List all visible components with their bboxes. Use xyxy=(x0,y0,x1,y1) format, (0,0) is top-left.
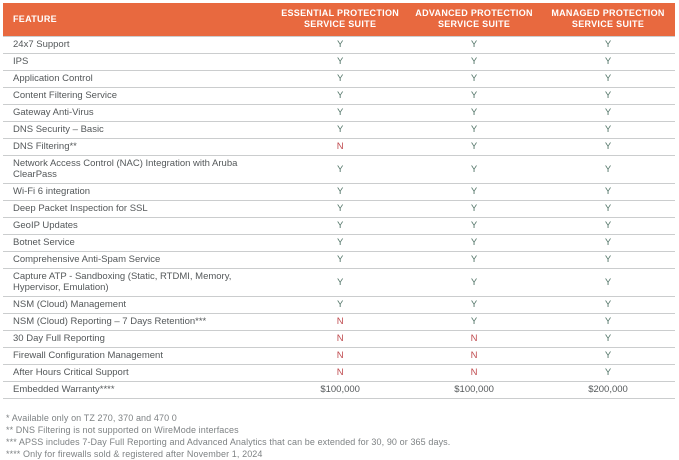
value-cell: Y xyxy=(470,186,478,197)
value-cell: Y xyxy=(336,73,344,84)
value-cell: Y xyxy=(336,254,344,265)
feature-cell: Embedded Warranty**** xyxy=(13,384,115,395)
table-row xyxy=(3,138,675,155)
value-cell: Y xyxy=(604,299,612,310)
table-row xyxy=(3,200,675,217)
feature-cell: 24x7 Support xyxy=(13,39,70,50)
feature-cell: NSM (Cloud) Reporting – 7 Days Retention*** xyxy=(13,316,207,327)
table-row xyxy=(3,70,675,87)
value-cell: $100,000 xyxy=(320,384,360,395)
value-cell: Y xyxy=(604,107,612,118)
feature-cell: 30 Day Full Reporting xyxy=(13,333,105,344)
value-cell: Y xyxy=(336,203,344,214)
value-cell: N xyxy=(470,350,478,361)
value-cell: Y xyxy=(336,107,344,118)
feature-cell: IPS xyxy=(13,56,29,67)
value-cell: Y xyxy=(470,299,478,310)
value-cell: Y xyxy=(470,39,478,50)
footnote-line: **** Only for firewalls sold & registered after November 1, 2024 xyxy=(6,448,263,459)
footnote-line: ** DNS Filtering is not supported on WireMode interfaces xyxy=(6,424,239,435)
table-row xyxy=(3,347,675,364)
value-cell: Y xyxy=(336,276,344,288)
feature-cell: Gateway Anti-Virus xyxy=(13,107,94,118)
header-essential-protection-service-suite: ESSENTIAL PROTECTION SERVICE SUITE xyxy=(273,3,407,36)
header-row xyxy=(3,3,675,36)
value-cell: N xyxy=(336,141,344,152)
value-cell: $200,000 xyxy=(588,384,628,395)
table-row xyxy=(3,53,675,70)
header-advanced-protection-service-suite: ADVANCED PROTECTION SERVICE SUITE xyxy=(407,3,541,36)
value-cell: Y xyxy=(336,39,344,50)
value-cell: Y xyxy=(336,186,344,197)
value-cell: Y xyxy=(604,367,612,378)
value-cell: Y xyxy=(604,350,612,361)
feature-cell: Application Control xyxy=(13,73,93,84)
value-cell: Y xyxy=(470,107,478,118)
value-cell: Y xyxy=(604,254,612,265)
value-cell: Y xyxy=(336,124,344,135)
table-row xyxy=(3,296,675,313)
feature-cell: DNS Security – Basic xyxy=(13,124,104,135)
value-cell: N xyxy=(336,333,344,344)
value-cell: Y xyxy=(470,254,478,265)
value-cell: Y xyxy=(470,237,478,248)
value-cell: Y xyxy=(604,56,612,67)
value-cell: Y xyxy=(604,316,612,327)
table-row xyxy=(3,364,675,381)
value-cell: N xyxy=(336,316,344,327)
feature-cell: Firewall Configuration Management xyxy=(13,350,163,361)
value-cell: Y xyxy=(604,73,612,84)
value-cell: Y xyxy=(604,141,612,152)
value-cell: Y xyxy=(470,90,478,101)
table-row xyxy=(3,251,675,268)
value-cell: Y xyxy=(336,220,344,231)
table-row xyxy=(3,183,675,200)
footnote-line: *** APSS includes 7-Day Full Reporting and Advanced Analytics that can be extended for 30, 90 or 365 days. xyxy=(6,436,451,447)
value-cell: Y xyxy=(604,203,612,214)
table-row xyxy=(3,155,675,183)
feature-cell: Comprehensive Anti-Spam Service xyxy=(13,254,161,265)
value-cell: Y xyxy=(470,163,478,175)
value-cell: N xyxy=(336,350,344,361)
value-cell: Y xyxy=(604,186,612,197)
value-cell: Y xyxy=(336,299,344,310)
feature-cell: GeoIP Updates xyxy=(13,220,78,231)
table-row xyxy=(3,121,675,138)
value-cell: Y xyxy=(604,124,612,135)
footnotes xyxy=(6,412,675,460)
feature-cell: Network Access Control (NAC) Integration with Aruba ClearPass xyxy=(13,158,238,180)
value-cell: Y xyxy=(604,220,612,231)
value-cell: Y xyxy=(604,39,612,50)
feature-cell: Deep Packet Inspection for SSL xyxy=(13,203,148,214)
table-row xyxy=(3,330,675,347)
table-row xyxy=(3,234,675,251)
value-cell: Y xyxy=(604,90,612,101)
value-cell: Y xyxy=(604,237,612,248)
table-row xyxy=(3,268,675,296)
table-row xyxy=(3,36,675,53)
feature-cell: Content Filtering Service xyxy=(13,90,118,101)
value-cell: Y xyxy=(470,141,478,152)
value-cell: Y xyxy=(336,163,344,175)
value-cell: Y xyxy=(336,56,344,67)
value-cell: Y xyxy=(470,203,478,214)
value-cell: N xyxy=(470,367,478,378)
feature-cell: Wi-Fi 6 integration xyxy=(13,186,91,197)
feature-cell: Capture ATP - Sandboxing (Static, RTDMI, Memory, Hypervisor, Emulation) xyxy=(13,271,232,293)
value-cell: Y xyxy=(470,124,478,135)
value-cell: Y xyxy=(336,237,344,248)
value-cell: Y xyxy=(470,73,478,84)
feature-cell: NSM (Cloud) Management xyxy=(13,299,126,310)
value-cell: Y xyxy=(470,276,478,288)
feature-cell: DNS Filtering** xyxy=(13,141,77,152)
value-cell: Y xyxy=(604,163,612,175)
value-cell: N xyxy=(470,333,478,344)
table-row xyxy=(3,381,675,398)
value-cell: Y xyxy=(604,333,612,344)
value-cell: $100,000 xyxy=(454,384,494,395)
table-row xyxy=(3,313,675,330)
table-body xyxy=(3,36,675,398)
table-row xyxy=(3,104,675,121)
value-cell: N xyxy=(336,367,344,378)
value-cell: Y xyxy=(470,316,478,327)
header-managed-protection-service-suite: MANAGED PROTECTION SERVICE SUITE xyxy=(541,3,675,36)
feature-cell: After Hours Critical Support xyxy=(13,367,129,378)
table-row xyxy=(3,217,675,234)
value-cell: Y xyxy=(604,276,612,288)
value-cell: Y xyxy=(470,56,478,67)
value-cell: Y xyxy=(470,220,478,231)
feature-comparison-table xyxy=(3,3,675,399)
table-row xyxy=(3,87,675,104)
footnote-line: * Available only on TZ 270, 370 and 470 0 xyxy=(6,412,177,423)
value-cell: Y xyxy=(336,90,344,101)
header-feature: FEATURE xyxy=(3,3,273,36)
feature-cell: Botnet Service xyxy=(13,237,75,248)
